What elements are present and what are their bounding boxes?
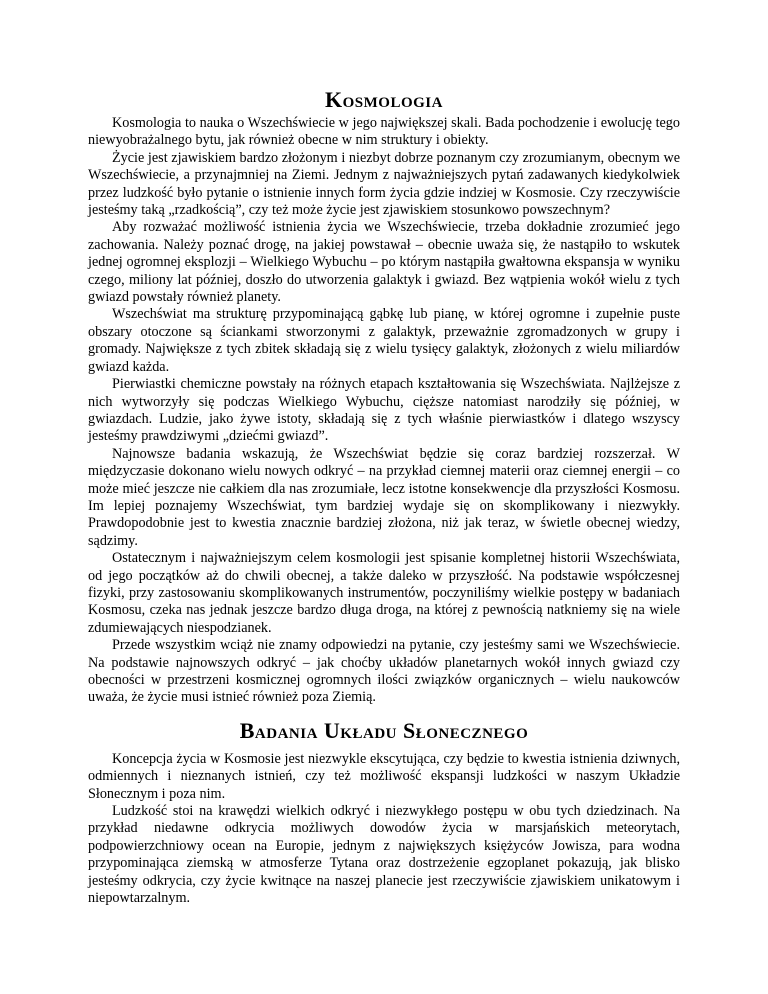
paragraph: Ostatecznym i najważniejszym celem kosmologii jest spisanie kompletnej historii Wszechświata, od jego początków aż do chwili obecnej, a także daleko w przyszłość. Na podstawie współczesnej fizyki, przy zastosowaniu skomplikowanych instrumentów, poczyniliśmy wielkie postępy w badaniach Kosmosu, czeka nas jednak jeszcze bardzo długa droga, na której z pewnością natkniemy się na wiele zdumiewających niespodzianek. (88, 550, 680, 636)
document-page (88, 86, 680, 907)
section-badania-ukladu-slonecznego (88, 717, 680, 908)
section-title: Kosmologia (325, 87, 443, 112)
paragraph: Kosmologia to nauka o Wszechświecie w jego największej skali. Bada pochodzenie i ewolucję tego niewyobrażalnego bytu, jak również obecne w nim struktury i obiekty. (88, 115, 680, 149)
paragraph: Życie jest zjawiskiem bardzo złożonym i niezbyt dobrze poznanym czy zrozumianym, obecnym we Wszechświecie, a przynajmniej na Ziemi. Jednym z najważniejszych pytań zadawanych kiedykolwiek przez ludzkość było pytanie o istnienie innych form życia gdzie indziej w Kosmosie. Czy rzeczywiście jesteśmy taką „rzadkością”, czy też może życie jest zjawiskiem stosunkowo powszechnym? (88, 149, 680, 219)
paragraph: Aby rozważać możliwość istnienia życia we Wszechświecie, trzeba dokładnie zrozumieć jego zachowania. Należy poznać drogę, na jakiej powstawał – obecnie uważa się, że nastąpiło to wskutek jednej ogromnej eksplozji – Wielkiego Wybuchu – po którym nastąpiła gwałtowna ekspansja w wyniku czego, miliony lat później, doszło do utworzenia galaktyk i gwiazd. Bez wątpienia wokół wielu z tych gwiazd powstały również planety. (88, 219, 680, 306)
section-kosmologia (88, 86, 680, 707)
paragraph: Pierwiastki chemiczne powstały na różnych etapach kształtowania się Wszechświata. Najlżejsze z nich wytworzyły się podczas Wielkiego Wybuchu, cięższe natomiast narodziły się później, w gwiazdach. Ludzie, jako żywe istoty, składają się z tych właśnie pierwiastków i dlatego wszyscy jesteśmy prawdziwymi „dziećmi gwiazd”. (88, 376, 680, 445)
paragraph: Wszechświat ma strukturę przypominającą gąbkę lub pianę, w której ogromne i zupełnie puste obszary otoczone są ściankami stworzonymi z galaktyk, przeważnie zgromadzonych w grupy i gromady. Największe z tych zbitek składają się z wielu tysięcy galaktyk, złożonych z wielu miliardów gwiazd każda. (88, 306, 680, 375)
paragraph: Ludzkość stoi na krawędzi wielkich odkryć i niezwykłego postępu w obu tych dziedzinach. Na przykład niedawne odkrycia możliwych dowodów życia w marsjańskich meteorytach, podpowierzchniowy ocean na Europie, jednym z największych księżyców Jowisza, para wodna przypominająca ziemską w atmosferze Tytana oraz dostrzeżenie egzoplanet pokazują, jak blisko jesteśmy odkrycia, czy życie kwitnące na naszej planecie jest rzeczywiście zjawiskiem unikatowym i niepowtarzalnym. (88, 803, 680, 907)
section-title: Badania Układu Słonecznego (239, 717, 529, 743)
paragraph: Najnowsze badania wskazują, że Wszechświat będzie się coraz bardziej rozszerzał. W międzyczasie dokonano wielu nowych odkryć – na przykład ciemnej materii oraz ciemnej energii – co może mieć jeszcze nie całkiem dla nas zrozumiałe, lecz istotne konsekwencje dla przyszłości Kosmosu. Im lepiej poznajemy Wszechświat, tym bardziej wydaje się on skomplikowany i niezwykły. Prawdopodobnie jest to kwestia znacznie bardziej złożona, niż jak teraz, w świetle obecnej wiedzy, sądzimy. (88, 445, 680, 549)
paragraph: Przede wszystkim wciąż nie znamy odpowiedzi na pytanie, czy jesteśmy sami we Wszechświecie. Na podstawie najnowszych odkryć – jak choćby układów planetarnych wokół innych gwiazd czy obecności w przestrzeni kosmicznej ogromnych ilości związków organicznych – wielu naukowców uważa, że życie musi istnieć również poza Ziemią. (88, 637, 680, 706)
paragraph: Koncepcja życia w Kosmosie jest niezwykle ekscytująca, czy będzie to kwestia istnienia dziwnych, odmiennych i nieznanych istnień, czy też możliwość ekspansji ludzkości w naszym Układzie Słonecznym i poza nim. (88, 750, 680, 802)
